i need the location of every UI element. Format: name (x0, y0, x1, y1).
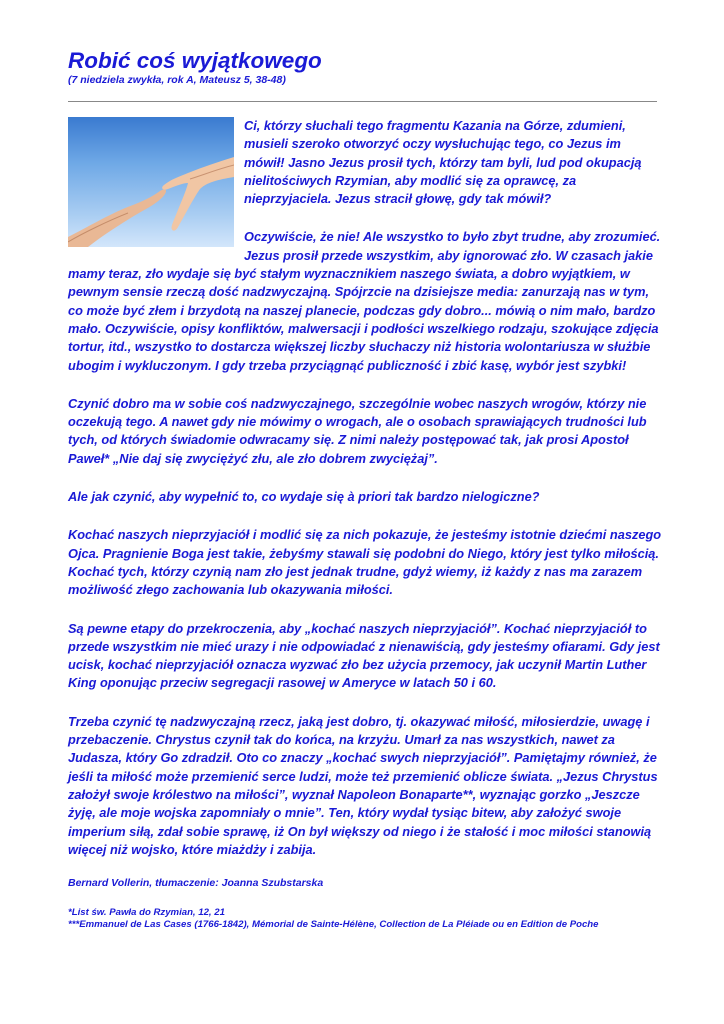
paragraph: Czynić dobro ma w sobie coś nadzwyczajnego, szczególnie wobec naszych wrogów, którzy nie oczekują tego. A nawet gdy nie mówimy o wrogach, ale o osobach sprawiających trudności lub tych, od których świadomie odwracamy się. Z nimi należy postępować tak, jak prosi Apostoł Paweł* „Nie daj się zwyciężyć złu, ale zło dobrem zwyciężaj”. (68, 395, 647, 466)
hands-illustration (68, 117, 234, 247)
footnotes (68, 907, 662, 931)
paragraph: Trzeba czynić tę nadzwyczajną rzecz, jaką jest dobro, tj. okazywać miłość, miłosierdzie, uwagę i przebaczenie. Chrystus czynił tak do końca, na krzyżu. Umarł za nas wszystkich, nawet za Judasza, który Go zdradził. Oto co znaczy „kochać swych nieprzyjaciół”. Pamiętajmy również, że jeśli ta miłość może przemienić serce ludzi, może też przemienić oblicze świata. „Jezus Chrystus założył swoje królestwo na miłości”, wyznał Napoleon Bonaparte**, wyznając gorzko „Jeszcze żyję, ale moje wojska zapomniały o mnie”. Ten, który wydał tysiąc bitew, aby założyć swoje imperium siłą, zdał sobie sprawę, iż On był większy od niego i że stałość i moc miłości stanowią więcej niż wojsko, które miażdży i zabija. (68, 713, 658, 857)
paragraph: Ale jak czynić, aby wypełnić to, co wydaje się à priori tak bardzo nielogiczne? (68, 489, 540, 505)
hands-reaching-photo (68, 117, 234, 247)
document-title: Robić coś wyjątkowego (68, 48, 322, 73)
footnote: ***Emmanuel de Las Cases (1766-1842), Mémorial de Sainte-Hélène, Collection de La Pléiade ou en Edition de Poche (68, 919, 599, 931)
author-credit: Bernard Vollerin, tłumaczenie: Joanna Szubstarska (68, 877, 324, 890)
paragraph: Kochać naszych nieprzyjaciół i modlić się za nich pokazuje, że jesteśmy istotnie dziećmi naszego Ojca. Pragnienie Boga jest takie, żebyśmy stawali się podobni do Niego, który jest tylko miłością. Kochać tych, którzy czynią nam zło jest jednak trudne, gdyż wiemy, iż każdy z nas ma zarazem możliwość złego zachowania lub okazywania miłości. (68, 527, 662, 598)
document-subtitle: (7 niedziela zwykła, rok A, Mateusz 5, 38-48) (68, 74, 286, 86)
footnote: *List św. Pawła do Rzymian, 12, 21 (68, 907, 225, 919)
paragraph: Oczywiście, że nie! Ale wszystko to było zbyt trudne, aby zrozumieć. Jezus prosił przede wszystkim, aby ignorować zło. W czasach jakie mamy teraz, zło wydaje się być stałym wyznacznikiem naszego świata, a dobro wyjątkiem, w pewnym sensie rzeczą dość nadzwyczajną. Spójrzcie na dzisiejsze media: zanurzają nas w tym, co może być złem i brzydotą na naszej planecie, podczas gdy dobro... mówią o nim mało, bardzo mało. Oczywiście, opisy konfliktów, malwersacji i podłości wszelkiego rodzaju, szokujące zdjęcia tortur, itd., wszystko to dostarcza większej liczby słuchaczy niż historia wolontariusza w służbie ubogim i wykluczonym. I gdy trzeba przyciągnąć publiczność i zbić kasę, wybór jest szybki! (68, 229, 661, 373)
article-body (68, 117, 662, 931)
paragraph: Są pewne etapy do przekroczenia, aby „kochać naszych nieprzyjaciół”. Kochać nieprzyjaciół to przede wszystkim nie mieć urazy i nie odpowiadać z nienawiścią, gdy jesteśmy ofiarami. Gdy jest ucisk, kochać nieprzyjaciół oznacza wyzwać zło bez użycia przemocy, jak uczynił Martin Luther King oponując przeciw segregacji rasowej w Ameryce w latach 50 i 60. (68, 620, 660, 691)
horizontal-rule (68, 101, 657, 102)
paragraph: Ci, którzy słuchali tego fragmentu Kazania na Górze, zdumieni, musieli szeroko otworzyć oczy wysłuchując tego, co Jezus im mówił! Jasno Jezus prosił tych, którzy tam byli, lud pod okupacją nielitościwych Rzymian, aby modlić się za oprawcę, za nieprzyjaciela. Jezus stracił głowę, gdy tak mówił? (244, 118, 642, 207)
